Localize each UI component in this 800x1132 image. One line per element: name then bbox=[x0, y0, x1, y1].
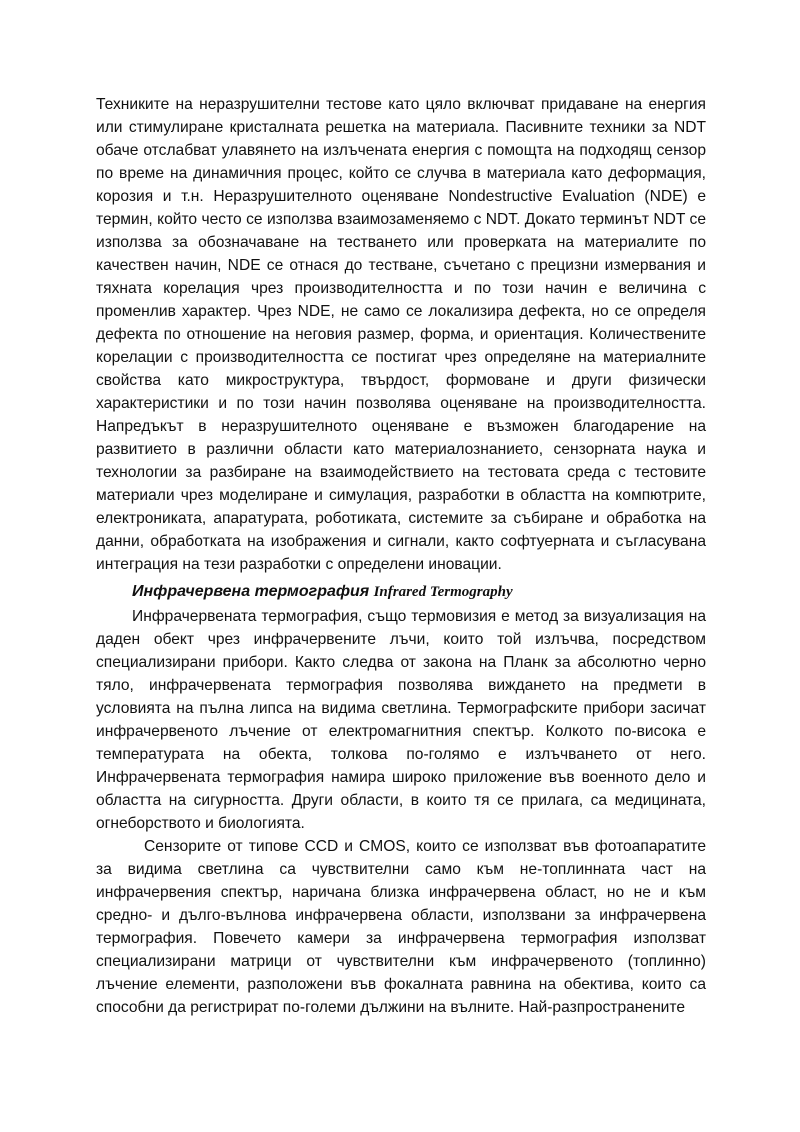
paragraph-ndt-techniques: Техниките на неразрушителни тестове като цяло включват придаване на енергия или стимулиране кристалната решетка на материала. Пасивните техники за NDT обаче отслабват улавянето на излъчената енергия с помощта на подходящ сензор по време на динамичния процес, който се случва в материала като деформация, корозия и т.н. Неразрушителното оценяване Nondestructive Evaluation (NDE) е термин, който често се използва взаимозаменяемо с NDT. Докато терминът NDT се използва за обозначаване на тестването или проверката на материалите по качествен начин, NDE се отнася до тестване, съчетано с прецизни измервания и тяхната корелация чрез производителността и по този начин е величина с променлив характер. Чрез NDE, не само се локализира дефекта, но се определя дефекта по отношение на неговия размер, форма, и ориентация. Количествените корелации с производителността се постигат чрез определяне на материалните свойства като микроструктура, твърдост, формоване и други физически характеристики и по този начин позволява оценяване на производителността. Напредъкът в неразрушителното оценяване е възможен благодарение на развитието в различни области като материалознанието, сензорната наука и технологии за разбиране на взаимодействието на тестовата среда с тестовите материали чрез моделиране и симулация, разработки в областта на компютрите, електрониката, апаратурата, роботиката, системите за събиране и обработка на данни, обработката на изображения и сигнали, както софтуерната и съгласувана интеграция на тези разработки с определени иновации. bbox=[96, 96, 706, 573]
paragraph-infrared-thermography: Инфрачервената термография, също термовизия е метод за визуализация на даден обект чрез инфрачервените лъчи, които той излъчва, посредством специализирани прибори. Както следва от закона на Планк за абсолютно черно тяло, инфрачервената термография позволява виждането на предмети в условията на пълна липса на видима светлина. Термографските прибори засичат инфрачервеното лъчение от електромагнитния спектър. Колкото по-висока е температурата на обекта, толкова по-голямо е излъчването от него. Инфрачервената термография намира широко приложение във военното дело и областта на сигурността. Други области, в които тя се прилага, са медицината, огнеборството и биологията. bbox=[96, 608, 706, 832]
paragraph-ccd-cmos-sensors: Сензорите от типове CCD и CMOS, които се използват във фотоапаратите за видима светлина са чувствителни само към не-топлинната част на инфрачервения спектър, наричана близка инфрачервена област, но не и към средно- и дълго-вълнова инфрачервена области, използвани за инфрачервена термография. Повечето камери за инфрачервена термография използват специализирани матрици от чувствителни към инфрачервеното (топлинно) лъчение елементи, разположени във фокалната равнина на обектива, които са способни да регистрират по-големи дължини на вълните. Най-разпространените bbox=[96, 838, 706, 1016]
heading-english: Infrared Termography bbox=[373, 584, 513, 600]
section-heading bbox=[132, 579, 706, 605]
document-page bbox=[96, 93, 706, 1019]
heading-bulgarian: Инфрачервена термография bbox=[132, 583, 370, 600]
